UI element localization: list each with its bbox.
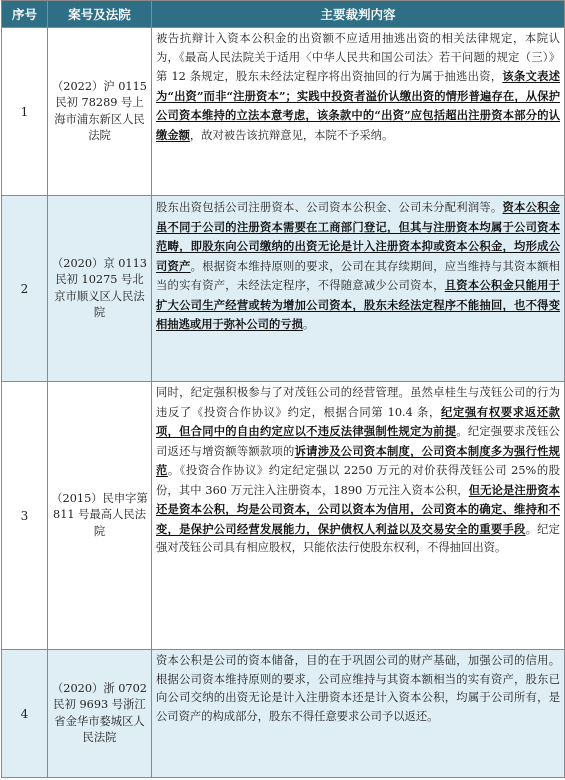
highlighted-text: 纪定强有权要求返还款项，但合同中的自由约定应以不违反法律强制性规定为前提 xyxy=(156,404,560,438)
content-text: ，故对被告该抗辩意见，本院不予采纳。 xyxy=(189,128,394,142)
content-text: 。纪定强要求茂钰公司返还与增资额等额款项的 xyxy=(156,425,560,458)
content-text: 。《投资合作协议》约定纪定强以 2250 万元的对价获得茂钰公司 25%的股份，其中 360 万元注入注册资本，1890 万元注入资本公积， xyxy=(156,464,560,497)
content-text: 股东出资包括公司注册资本、公司资本公积金、公司未分配利润等。 xyxy=(156,201,503,214)
case-number-court: （2020）京 0113 民初 10275 号北京市顺义区人民法院 xyxy=(48,196,152,382)
highlighted-text: 且资本公积金只能用于扩大公司生产经营或转为增加公司资本，股东未经法定程序不能抽回，也不得变相抽逃或用于弥补公司的亏损 xyxy=(156,278,560,331)
case-number-court: （2015）民申字第 811 号最高人民法院 xyxy=(48,382,152,650)
row-index: 2 xyxy=(2,196,48,382)
header-content: 主要裁判内容 xyxy=(152,1,565,28)
highlighted-text: 诉请涉及公司资本制度，公司资本制度多为强行性规范 xyxy=(156,443,560,477)
highlighted-text: 该条文表述为“出资”而非“注册资本”；实践中投资者溢价认缴出资的情形普遍存在，从保护公司资本维持的立法本意考虑，该条款中的“出资”应包括超出注册资本部分的认缴金额 xyxy=(156,69,560,142)
row-index: 1 xyxy=(2,28,48,196)
highlighted-text: 但无论是注册资本还是资本公积，均是公司资本，公司以资本为信用，公司资本的确定、维持和不变，是保护公司经营发展能力，保护债权人利益以及交易安全的重要手段 xyxy=(156,482,560,536)
row-index: 3 xyxy=(2,382,48,650)
highlighted-text: 资本公积金虽不同于公司的注册资本需要在工商部门登记，但其与注册资本均属于公司资本范畴，即股东向公司缴纳的出资无论是计入注册资本抑或资本公积金，均形成公司资产 xyxy=(156,200,560,273)
table-row xyxy=(2,650,565,778)
table-body xyxy=(2,28,565,778)
table-row xyxy=(2,28,565,196)
content-text: 同时，纪定强积极参与了对茂钰公司的经营管理。虽然卓桂生与茂钰公司的行为违反了《投资合作协议》约定，根据合同第 10.4 条， xyxy=(156,386,560,419)
judgment-content xyxy=(152,196,565,382)
content-text: 。 xyxy=(302,318,315,331)
header-row xyxy=(2,1,565,28)
case-number-court: （2022）沪 0115 民初 78289 号上海市浦东新区人民法院 xyxy=(48,28,152,196)
judgment-table xyxy=(1,0,565,778)
row-index: 4 xyxy=(2,650,48,778)
judgment-content xyxy=(152,650,565,778)
case-number-court: （2020）浙 0702 民初 9693 号浙江省金华市婺城区人民法院 xyxy=(48,650,152,778)
content-text: 。纪定强对茂钰公司具有相应股权，只能依法行使股东权利，不得抽回出资。 xyxy=(156,522,560,554)
judgment-content xyxy=(152,382,565,650)
content-text: 。根据资本维持原则的要求，公司在其存续期间，应当维持与其资本额相当的实有资产，未经法定程序，不得随意减少公司资本， xyxy=(156,259,560,292)
table-row xyxy=(2,196,565,382)
header-case: 案号及法院 xyxy=(48,1,152,28)
content-text: 资本公积是公司的资本储备，目的在于巩固公司的财产基础，加强公司的信用。根据公司资本维持原则的要求，公司应维持与其资本额相当的实有资产，股东已向公司交纳的出资无论是计入注册资本还是计入资本公积，均属于公司所有，是公司资产的构成部分，股东不得任意要求公司予以返还。 xyxy=(156,654,560,723)
header-index: 序号 xyxy=(2,1,48,28)
judgment-content xyxy=(152,28,565,196)
table-row xyxy=(2,382,565,650)
content-text: 被告抗辩计入资本公积金的出资额不应适用抽逃出资的相关法律规定，本院认为，《最高人民法院关于适用〈中华人民共和国公司法〉若干问题的规定（三）》第 12 条规定，股东未经法定程序将出资抽回的行为属于抽逃出资， xyxy=(156,32,560,83)
